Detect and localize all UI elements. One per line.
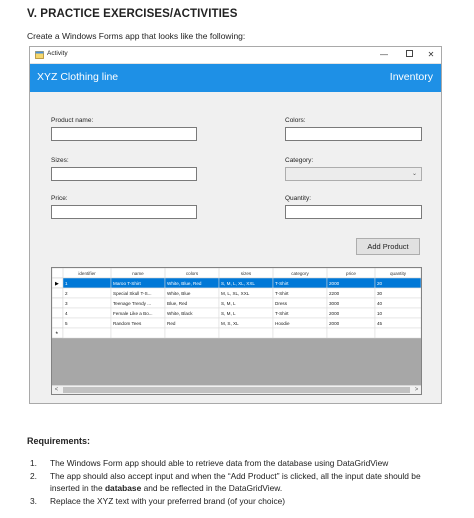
header-banner bbox=[30, 64, 441, 92]
grid-cell-text: Female Like a Bo... bbox=[113, 311, 153, 316]
close-button[interactable]: ✕ bbox=[427, 50, 435, 59]
grid-cell[interactable] bbox=[375, 328, 421, 338]
add-product-button[interactable]: Add Product bbox=[356, 238, 420, 255]
grid-cell-text: S, M, L, XL, XXL bbox=[221, 281, 255, 286]
grid-cell-text: S, M, L bbox=[221, 311, 236, 316]
brand-label: XYZ Clothing line bbox=[37, 71, 119, 83]
grid-cell-text: 10 bbox=[377, 311, 383, 316]
row-header-cell[interactable] bbox=[52, 288, 63, 298]
maximize-icon bbox=[406, 50, 413, 57]
grid-column-header[interactable]: category bbox=[291, 271, 309, 276]
scroll-left-icon[interactable]: < bbox=[54, 387, 59, 393]
requirements-list bbox=[30, 457, 450, 508]
grid-cell[interactable] bbox=[111, 328, 165, 338]
grid-cell-text: Red bbox=[167, 321, 176, 326]
quantity-input[interactable] bbox=[285, 205, 422, 219]
requirement-number: 1. bbox=[30, 458, 37, 468]
grid-cell-text: Random Tees bbox=[113, 321, 142, 326]
grid-cell[interactable] bbox=[327, 328, 375, 338]
app-window bbox=[29, 46, 442, 404]
window-title: Activity bbox=[47, 50, 68, 57]
grid-cell[interactable] bbox=[63, 298, 111, 308]
grid-cell-text: T-Shirt bbox=[275, 281, 289, 286]
price-input[interactable] bbox=[51, 205, 197, 219]
doc-heading: V. PRACTICE EXERCISES/ACTIVITIES bbox=[27, 8, 238, 20]
row-header-cell[interactable] bbox=[52, 318, 63, 328]
maximize-button[interactable] bbox=[402, 49, 416, 61]
grid-column-header[interactable]: sizes bbox=[240, 271, 252, 276]
minimize-button[interactable]: — bbox=[380, 50, 388, 59]
price-label: Price: bbox=[51, 195, 68, 202]
grid-column-header[interactable]: quantity bbox=[389, 271, 407, 276]
requirement-text: The app should also accept input and when the “Add Product” is clicked, all the input date should be inserted in the bbox=[50, 471, 421, 493]
inventory-label: Inventory bbox=[389, 71, 433, 83]
quantity-label: Quantity: bbox=[285, 195, 312, 202]
scroll-thumb[interactable] bbox=[63, 387, 410, 393]
grid-cell-text: 5 bbox=[65, 321, 68, 326]
grid-cell[interactable] bbox=[63, 328, 111, 338]
new-row-marker: * bbox=[55, 331, 59, 338]
grid-cell[interactable] bbox=[63, 288, 111, 298]
grid-cell-text: 1 bbox=[65, 281, 68, 286]
grid-cell-text: 2000 bbox=[329, 281, 340, 286]
grid-cell-text: White, Black bbox=[167, 311, 193, 316]
grid-cell[interactable] bbox=[63, 308, 111, 318]
grid-cell-text: White, Blue, Red bbox=[167, 281, 202, 286]
grid-cell-text: Special Skull T-S... bbox=[113, 291, 152, 296]
grid-cell-text: 20 bbox=[377, 281, 383, 286]
grid-table bbox=[52, 268, 421, 385]
row-pointer-icon: ▶ bbox=[55, 281, 59, 287]
grid-cell-text: 45 bbox=[377, 321, 383, 326]
grid-cell-text: Teenage Trendy ... bbox=[113, 301, 152, 306]
grid-header-row bbox=[52, 268, 421, 278]
grid-cell[interactable] bbox=[273, 328, 327, 338]
data-grid-view[interactable] bbox=[51, 267, 422, 395]
colors-input[interactable] bbox=[285, 127, 422, 141]
grid-cell-text: 2000 bbox=[329, 311, 340, 316]
grid-cell-text: T-Shirt bbox=[275, 291, 289, 296]
scroll-right-icon[interactable]: > bbox=[414, 387, 419, 393]
category-dropdown[interactable] bbox=[285, 167, 422, 181]
colors-label: Colors: bbox=[285, 117, 306, 124]
grid-column-header[interactable]: colors bbox=[185, 271, 199, 276]
grid-cell-text: 4 bbox=[65, 311, 68, 316]
grid-cell[interactable] bbox=[165, 328, 219, 338]
grid-cell-text: T-Shirt bbox=[275, 311, 289, 316]
requirement-text: The Windows Form app should able to retrieve data from the database using DataGridView bbox=[50, 458, 389, 468]
category-label: Category: bbox=[285, 157, 314, 164]
grid-column-header[interactable]: price bbox=[346, 271, 356, 276]
grid-cell-text: 2200 bbox=[329, 291, 340, 296]
doc-intro: Create a Windows Forms app that looks like the following: bbox=[27, 31, 246, 41]
grid-cell-text: White, Blue bbox=[167, 291, 191, 296]
requirement-item bbox=[30, 470, 450, 494]
grid-cell-text: 3000 bbox=[329, 301, 340, 306]
sizes-input[interactable] bbox=[51, 167, 197, 181]
chevron-down-icon: ⌄ bbox=[411, 171, 418, 177]
grid-cell[interactable] bbox=[219, 328, 273, 338]
grid-cell-text: M, S, XL bbox=[221, 321, 239, 326]
horizontal-scrollbar[interactable] bbox=[52, 385, 421, 394]
requirement-number: 3. bbox=[30, 496, 37, 506]
requirement-item bbox=[30, 457, 450, 469]
grid-cell-text: S, M, L bbox=[221, 301, 236, 306]
grid-cell-text: 2000 bbox=[329, 321, 340, 326]
row-header-cell[interactable] bbox=[52, 308, 63, 318]
product-name-input[interactable] bbox=[51, 127, 197, 141]
requirement-emphasis: database bbox=[104, 483, 142, 493]
requirement-text: and be reflected in the DataGridView. bbox=[141, 483, 283, 493]
grid-cell-text: 2 bbox=[65, 291, 68, 296]
grid-cell-text: 3 bbox=[65, 301, 68, 306]
requirements-heading: Requirements: bbox=[27, 436, 91, 446]
requirement-number: 2. bbox=[30, 471, 37, 481]
product-name-label: Product name: bbox=[51, 117, 94, 124]
grid-cell[interactable] bbox=[63, 318, 111, 328]
app-icon bbox=[35, 51, 44, 59]
grid-cell-text: Blue, Red bbox=[167, 301, 188, 306]
requirement-item bbox=[30, 495, 450, 507]
grid-cell-text: 30 bbox=[377, 291, 383, 296]
requirement-text: Replace the XYZ text with your preferred brand (of your choice) bbox=[50, 496, 286, 506]
grid-column-header[interactable]: name bbox=[132, 271, 144, 276]
grid-cell-text: M, L, XL, XXL bbox=[221, 291, 250, 296]
grid-cell-text: 40 bbox=[377, 301, 383, 306]
grid-column-header[interactable]: identifier bbox=[78, 271, 96, 276]
grid-cell-text: Dress bbox=[275, 301, 287, 306]
title-bar bbox=[30, 47, 441, 64]
sizes-label: Sizes: bbox=[51, 157, 69, 164]
grid-cell-text: Hoodie bbox=[275, 321, 290, 326]
grid-cell-text: Maroo T-Shirt bbox=[113, 281, 141, 286]
grid-cell[interactable] bbox=[63, 278, 111, 288]
row-header-cell[interactable] bbox=[52, 298, 63, 308]
